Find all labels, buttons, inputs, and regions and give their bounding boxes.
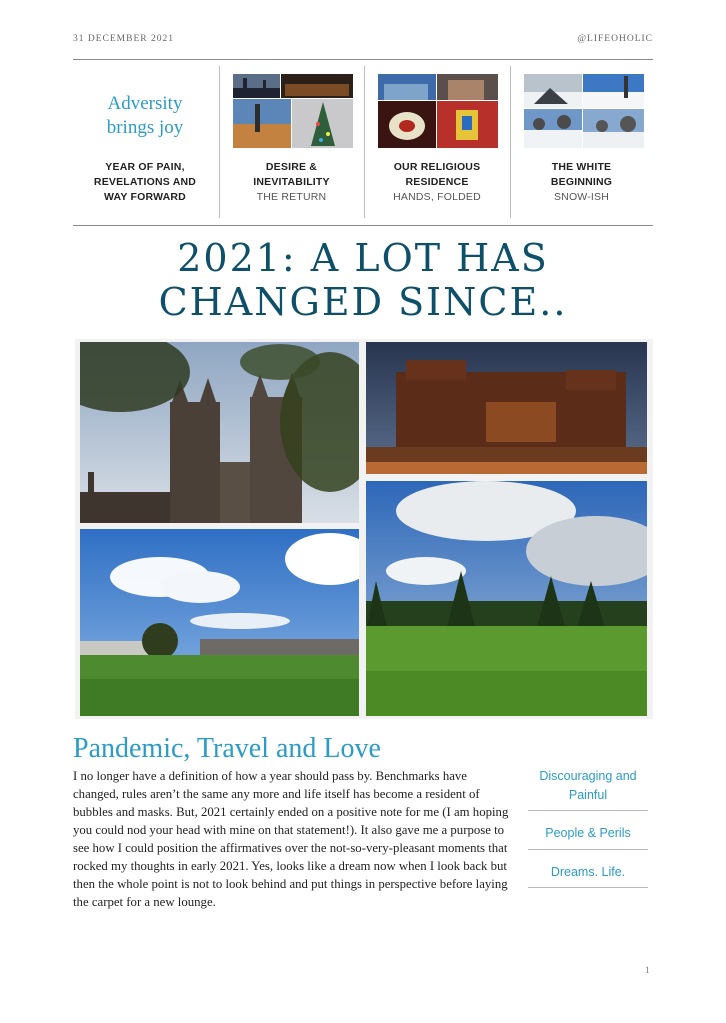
sidebar-divider [528, 887, 648, 888]
teaser-3-thumbnail[interactable] [378, 74, 498, 148]
masthead-bar [73, 34, 653, 48]
sidebar-link-line: Painful [568, 788, 608, 802]
author-handle[interactable]: @LIFEOHOLIC [577, 34, 653, 44]
sidebar-divider [528, 849, 648, 850]
teaser-2-subtitle: THE RETURN [256, 191, 327, 203]
teaser-4-title[interactable] [510, 160, 653, 190]
teaser-3-subtitle: HANDS, FOLDED [393, 191, 481, 203]
photo-park-trees[interactable] [366, 481, 647, 716]
teaser-3-title[interactable] [364, 160, 510, 190]
sidebar-link-line: Discouraging and [539, 769, 637, 783]
sidebar-link-dreams[interactable]: Dreams. Life. [550, 865, 626, 879]
slogan-line-1: Adversity [107, 93, 183, 114]
teaser-1-title-line: REVELATIONS AND [93, 176, 197, 188]
teaser-1-title-line: WAY FORWARD [104, 191, 186, 203]
issue-date: 31 DECEMBER 2021 [73, 34, 174, 44]
teaser-3-title-line: RESIDENCE [405, 176, 469, 188]
headline-line-1: 2021: A LOT HAS [177, 236, 549, 280]
photo-gothic-towers[interactable] [80, 342, 359, 523]
sidebar-link-discouraging[interactable] [528, 767, 648, 805]
teaser-4-subtitle: SNOW-ISH [553, 191, 610, 203]
teaser-2-thumbnail[interactable] [233, 74, 353, 148]
teaser-3-title-line: OUR RELIGIOUS [393, 161, 481, 173]
article-title: Pandemic, Travel and Love [73, 733, 381, 764]
headline-line-2: CHANGED SINCE.. [158, 280, 568, 324]
teaser-4-title-line: BEGINNING [550, 176, 613, 188]
teaser-2-title-line: DESIRE & [265, 161, 318, 173]
top-divider [73, 59, 653, 60]
article-body: I no longer have a definition of how a year should pass by. Benchmarks have changed, rules aren’t the same any more and life itself has become a resident of bubbles and masks. But, 2021 certainly ended on a positive note for me (I am hoping you could nod your head with mine on that statement!). It also gave me a purpose to see how I could position the affirmatives over the not-so-very-pleasant moments that rocked my thoughts in early 2021. Yes, looks like a dream now when I look back but then the whole point is not to look behind and put things in perspective before laying the carpet for a new lounge. [73, 769, 509, 909]
teaser-2-title-line: INEVITABILITY [253, 176, 330, 188]
teaser-divider [73, 225, 653, 226]
teaser-1-title-line: YEAR OF PAIN, [105, 161, 185, 173]
teaser-4-title-line: THE WHITE [551, 161, 612, 173]
teaser-1-title[interactable] [73, 160, 217, 205]
teaser-2-title[interactable] [219, 160, 364, 190]
page-headline [73, 236, 653, 324]
photo-castle-night[interactable] [366, 342, 647, 474]
page-number: 1 [645, 965, 650, 975]
slogan-line-2: brings joy [106, 117, 184, 138]
slogan [73, 92, 217, 140]
sidebar-link-people[interactable]: People & Perils [545, 826, 631, 840]
sidebar-divider [528, 810, 648, 811]
photo-field-clouds[interactable] [80, 529, 359, 716]
teaser-4-thumbnail[interactable] [524, 74, 644, 148]
